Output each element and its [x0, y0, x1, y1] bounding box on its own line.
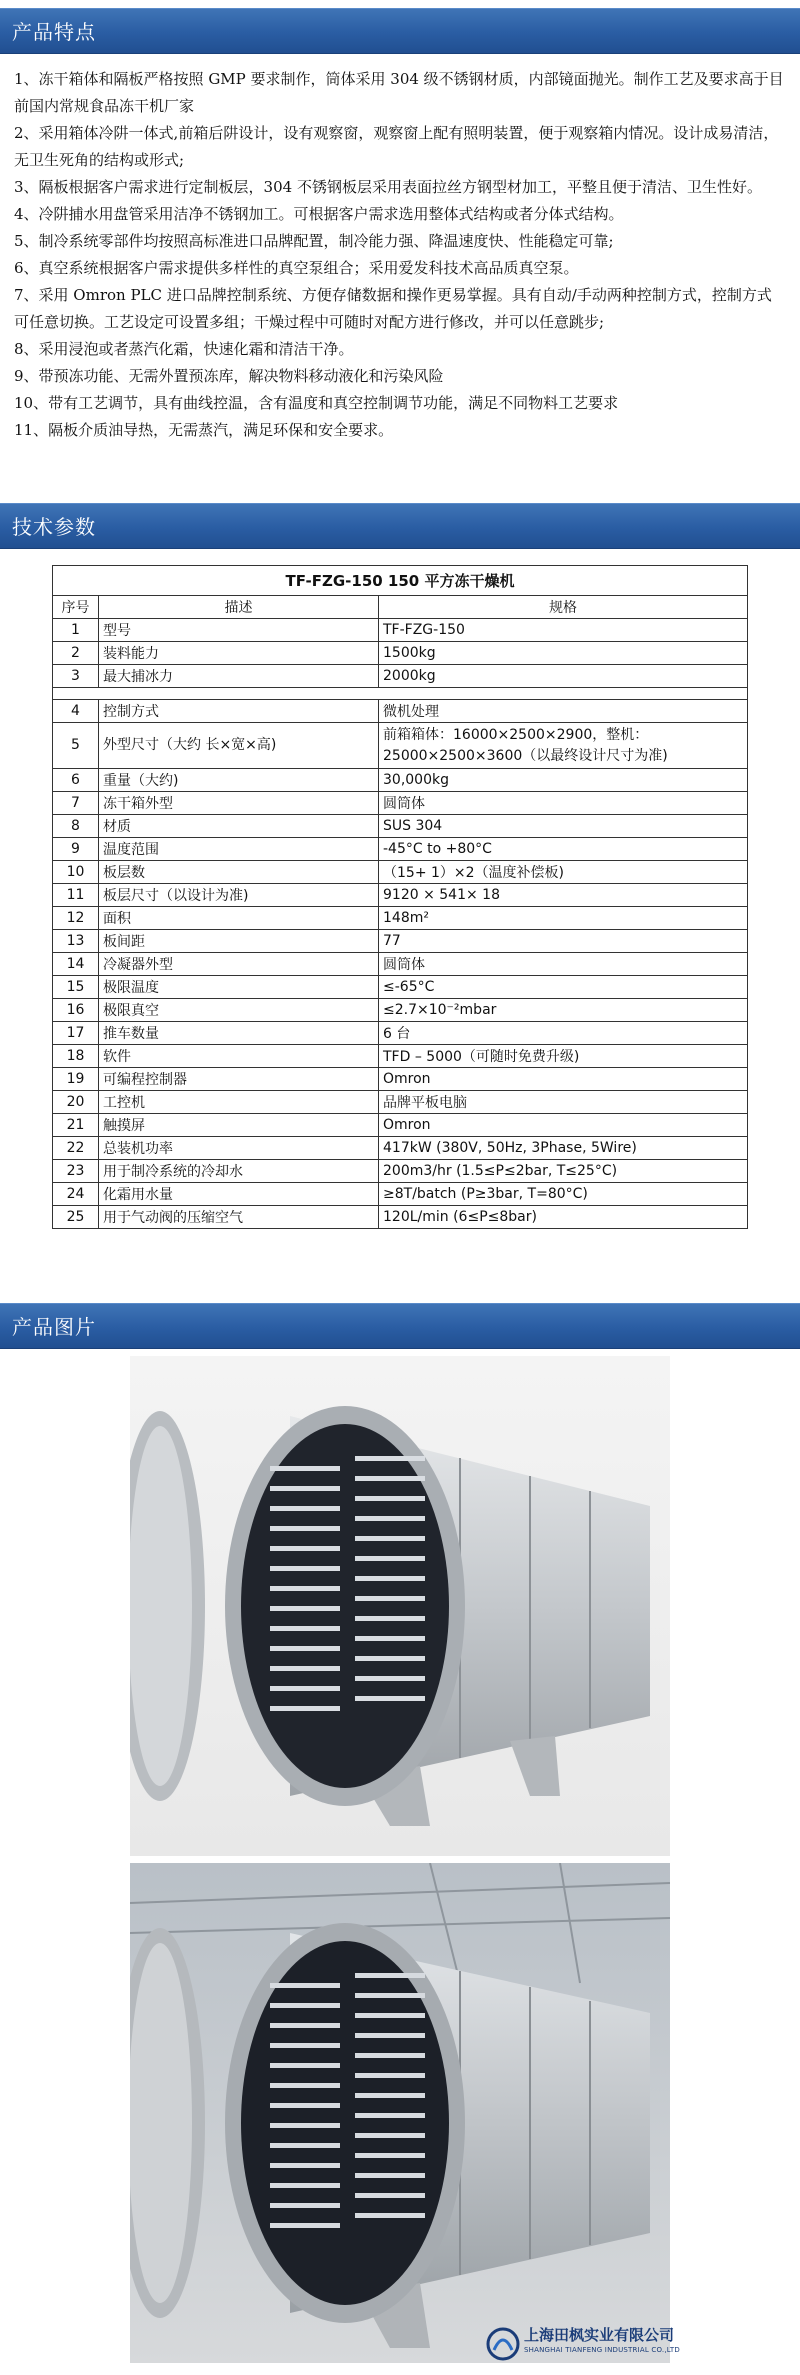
feature-item: 2、采用箱体冷阱一体式,前箱后阱设计，设有观察窗，观察窗上配有照明装置，便于观察箱内情况。设计成易清洁， 无卫生死角的结构或形式; [14, 124, 779, 169]
cell-description: 板层尺寸（以设计为准) [99, 884, 379, 907]
cell-description: 极限真空 [99, 999, 379, 1022]
cell-description: 可编程控制器 [99, 1068, 379, 1091]
table-row [53, 642, 748, 665]
cell-number: 23 [53, 1160, 99, 1183]
table-row [53, 953, 748, 976]
cell-spec: 品牌平板电脑 [379, 1091, 748, 1114]
cell-spec: 2000kg [379, 665, 748, 688]
logo-company-english: SHANGHAI TIANFENG INDUSTRIAL CO.,LTD [524, 2346, 680, 2354]
cell-description: 装料能力 [99, 642, 379, 665]
table-row [53, 1160, 748, 1183]
cell-number: 16 [53, 999, 99, 1022]
cell-spec: SUS 304 [379, 815, 748, 838]
table-row [53, 838, 748, 861]
logo-mark-icon [486, 2324, 520, 2364]
table-title-row [53, 566, 748, 596]
header-description: 描述 [99, 596, 379, 619]
table-row [53, 700, 748, 723]
table-row [53, 769, 748, 792]
cell-description: 外型尺寸（大约 长×宽×高) [99, 723, 379, 769]
cell-number: 17 [53, 1022, 99, 1045]
feature-item: 9、带预冻功能、无需外置预冻库，解决物料移动液化和污染风险 [14, 367, 444, 385]
cell-spec: Omron [379, 1114, 748, 1137]
cell-spec: 6 台 [379, 1022, 748, 1045]
cell-number: 24 [53, 1183, 99, 1206]
cell-number: 1 [53, 619, 99, 642]
cell-description: 温度范围 [99, 838, 379, 861]
table-row [53, 619, 748, 642]
product-photo-2 [130, 1863, 670, 2363]
cell-description: 板层数 [99, 861, 379, 884]
cell-description: 工控机 [99, 1091, 379, 1114]
cell-number: 4 [53, 700, 99, 723]
cell-number: 22 [53, 1137, 99, 1160]
cell-spec: （15+ 1）×2（温度补偿板) [379, 861, 748, 884]
cell-spec: 9120 × 541× 18 [379, 884, 748, 907]
table-row [53, 1091, 748, 1114]
cell-spec: -45°C to +80°C [379, 838, 748, 861]
cell-description: 重量（大约) [99, 769, 379, 792]
cell-description: 板间距 [99, 930, 379, 953]
feature-item: 8、采用浸泡或者蒸汽化霜，快速化霜和清洁干净。 [14, 340, 354, 358]
cell-number: 3 [53, 665, 99, 688]
cell-number: 9 [53, 838, 99, 861]
table-header-row [53, 596, 748, 619]
cell-spec: 120L/min (6≤P≤8bar) [379, 1206, 748, 1229]
cell-spec: 圆筒体 [379, 953, 748, 976]
table-row [53, 815, 748, 838]
section-title-features: 产品特点 [0, 8, 800, 54]
cell-number: 21 [53, 1114, 99, 1137]
cell-description: 最大捕冰力 [99, 665, 379, 688]
cell-spec: 圆筒体 [379, 792, 748, 815]
header-spec: 规格 [379, 596, 748, 619]
table-row [53, 1183, 748, 1206]
table-row [53, 976, 748, 999]
logo-company-name: 上海田枫实业有限公司 [524, 2326, 675, 2344]
cell-number: 10 [53, 861, 99, 884]
cell-number: 5 [53, 723, 99, 769]
table-row [53, 792, 748, 815]
cell-spec: TFD – 5000（可随时免费升级) [379, 1045, 748, 1068]
cell-number: 6 [53, 769, 99, 792]
cell-description: 总装机功率 [99, 1137, 379, 1160]
feature-item: 11、隔板介质油导热，无需蒸汽，满足环保和安全要求。 [14, 421, 394, 439]
feature-item: 5、制冷系统零部件均按照高标准进口品牌配置，制冷能力强、降温速度快、性能稳定可靠; [14, 232, 614, 250]
cell-description: 用于气动阀的压缩空气 [99, 1206, 379, 1229]
cell-description: 软件 [99, 1045, 379, 1068]
cell-spec: ≥8T/batch (P≥3bar, T=80°C) [379, 1183, 748, 1206]
table-row [53, 907, 748, 930]
cell-description: 极限温度 [99, 976, 379, 999]
cell-number: 8 [53, 815, 99, 838]
feature-list [14, 66, 786, 444]
cell-spec: 微机处理 [379, 700, 748, 723]
feature-item: 3、隔板根据客户需求进行定制板层，304 不锈钢板层采用表面拉丝方钢型材加工，平整且便于清洁、卫生性好。 [14, 178, 762, 196]
table-row [53, 861, 748, 884]
cell-number: 12 [53, 907, 99, 930]
cell-description: 面积 [99, 907, 379, 930]
feature-item: 4、冷阱捕水用盘管采用洁净不锈钢加工。可根据客户需求选用整体式结构或者分体式结构。 [14, 205, 624, 223]
table-row [53, 1114, 748, 1137]
cell-spec: ≤-65°C [379, 976, 748, 999]
cell-number: 18 [53, 1045, 99, 1068]
spec-table [52, 565, 748, 1229]
cell-number: 2 [53, 642, 99, 665]
table-row [53, 1022, 748, 1045]
cell-number: 14 [53, 953, 99, 976]
cell-description: 触摸屏 [99, 1114, 379, 1137]
cell-spec: TF-FZG-150 [379, 619, 748, 642]
cell-spec: 200m3/hr (1.5≤P≤2bar, T≤25°C) [379, 1160, 748, 1183]
header-number: 序号 [53, 596, 99, 619]
separator-cell [53, 688, 748, 700]
section-title-specs: 技术参数 [0, 503, 800, 549]
feature-item: 10、带有工艺调节，具有曲线控温，含有温度和真空控制调节功能，满足不同物料工艺要求 [14, 394, 619, 412]
cell-number: 20 [53, 1091, 99, 1114]
section-title-images: 产品图片 [0, 1303, 800, 1349]
table-title: TF-FZG-150 150 平方冻干燥机 [53, 566, 748, 596]
cell-description: 型号 [99, 619, 379, 642]
cell-number: 15 [53, 976, 99, 999]
cell-description: 冻干箱外型 [99, 792, 379, 815]
table-row [53, 723, 748, 769]
cell-spec: 417kW (380V, 50Hz, 3Phase, 5Wire) [379, 1137, 748, 1160]
feature-item: 6、真空系统根据客户需求提供多样性的真空泵组合；采用爱发科技术高品质真空泵。 [14, 259, 579, 277]
table-row [53, 1045, 748, 1068]
cell-description: 控制方式 [99, 700, 379, 723]
table-row [53, 999, 748, 1022]
cell-description: 推车数量 [99, 1022, 379, 1045]
table-row [53, 930, 748, 953]
company-logo [484, 2320, 680, 2370]
feature-item: 7、采用 Omron PLC 进口品牌控制系统、方便存储数据和操作更易掌握。具有自动/手动两种控制方式，控制方式可任意切换。工艺设定可设置多组；干燥过程中可随时对配方进行修改，并可以任意跳步; [14, 286, 772, 331]
cell-number: 7 [53, 792, 99, 815]
table-row [53, 884, 748, 907]
cell-spec: Omron [379, 1068, 748, 1091]
cell-number: 25 [53, 1206, 99, 1229]
table-row [53, 1137, 748, 1160]
cell-description: 冷凝器外型 [99, 953, 379, 976]
table-row [53, 1068, 748, 1091]
cell-description: 化霜用水量 [99, 1183, 379, 1206]
cell-spec: 77 [379, 930, 748, 953]
cell-number: 19 [53, 1068, 99, 1091]
cell-description: 材质 [99, 815, 379, 838]
feature-item: 1、冻干箱体和隔板严格按照 GMP 要求制作，筒体采用 304 级不锈钢材质，内部镜面抛光。制作工艺及要求高于目前国内常规食品冻干机厂家 [14, 70, 784, 115]
cell-spec: 1500kg [379, 642, 748, 665]
cell-spec: 148m² [379, 907, 748, 930]
product-photo-1 [130, 1356, 670, 1856]
cell-spec: 30,000kg [379, 769, 748, 792]
table-group-separator [53, 688, 748, 700]
table-row [53, 1206, 748, 1229]
cell-description: 用于制冷系统的冷却水 [99, 1160, 379, 1183]
table-row [53, 665, 748, 688]
cell-spec: ≤2.7×10⁻²mbar [379, 999, 748, 1022]
cell-spec: 前箱箱体：16000×2500×2900，整机：25000×2500×3600（以最终设计尺寸为准) [379, 723, 748, 769]
cell-number: 13 [53, 930, 99, 953]
cell-number: 11 [53, 884, 99, 907]
